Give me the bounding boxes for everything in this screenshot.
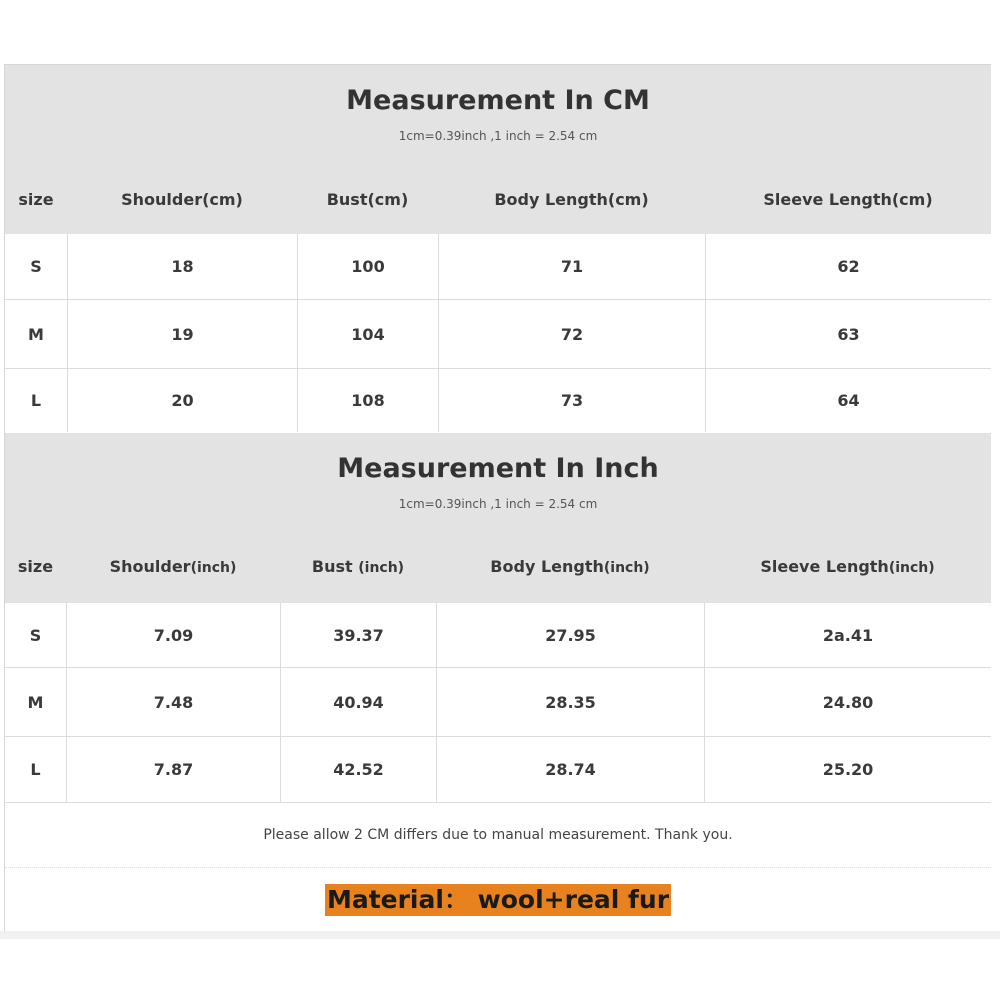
table-cell: M — [28, 324, 44, 344]
cm-title: Measurement In CM — [346, 85, 650, 116]
material-row — [5, 868, 991, 931]
table-row — [5, 300, 991, 369]
table-cell: 104 — [297, 300, 438, 368]
table-cell: 108 — [297, 369, 438, 432]
table-row — [5, 369, 991, 432]
size-chart — [4, 64, 991, 931]
measurement-note: Please allow 2 CM differs due to manual measurement. Thank you. — [5, 803, 991, 868]
table-cell: 18 — [67, 234, 297, 299]
inch-header-size: size — [17, 557, 54, 576]
inch-header-band — [5, 433, 991, 603]
inch-subtitle: 1cm=0.39inch ,1 inch = 2.54 cm — [398, 497, 598, 511]
cm-header-shoulder: Shoulder(cm) — [121, 190, 243, 209]
table-cell: S — [30, 257, 42, 276]
inch-title: Measurement In Inch — [337, 453, 659, 484]
table-cell: S — [29, 625, 42, 645]
cm-header-bust: Bust(cm) — [326, 190, 409, 209]
cm-section — [5, 65, 991, 433]
inch-section — [5, 433, 991, 803]
table-cell: 27.95 — [436, 603, 704, 667]
table-cell: 42.52 — [280, 737, 436, 802]
table-cell: 64 — [705, 369, 991, 432]
inch-rows — [5, 603, 991, 803]
table-cell: 7.09 — [66, 603, 280, 667]
inch-header-body-length: Body Length(inch) — [490, 557, 650, 576]
table-cell: 40.94 — [280, 668, 436, 736]
table-cell: L — [30, 391, 42, 410]
table-cell: 7.48 — [66, 668, 280, 736]
cm-header-size: size — [18, 190, 54, 209]
cm-rows — [5, 234, 991, 432]
material-label: Material： wool+real fur — [326, 884, 670, 914]
inch-header-shoulder: Shoulder(inch) — [109, 557, 237, 576]
table-cell: 19 — [67, 300, 297, 368]
inch-header-sleeve-length: Sleeve Length(inch) — [760, 557, 935, 576]
table-cell: 73 — [438, 369, 705, 432]
cm-header-band — [5, 65, 991, 234]
table-cell: 20 — [67, 369, 297, 432]
table-cell: 100 — [297, 234, 438, 299]
table-cell: L — [30, 760, 41, 779]
cm-header-sleeve-length: Sleeve Length(cm) — [763, 190, 933, 209]
table-cell: 39.37 — [280, 603, 436, 667]
table-cell: 2a.41 — [704, 603, 991, 667]
inch-header-bust: Bust (inch) — [311, 557, 405, 576]
table-cell: 72 — [438, 300, 705, 368]
table-row — [5, 737, 991, 803]
table-cell: 25.20 — [704, 737, 991, 802]
cm-header-body-length: Body Length(cm) — [494, 190, 649, 209]
table-cell: 24.80 — [704, 668, 991, 736]
table-row — [5, 603, 991, 668]
cm-subtitle: 1cm=0.39inch ,1 inch = 2.54 cm — [398, 129, 598, 143]
table-cell: 62 — [705, 234, 991, 299]
table-cell: 71 — [438, 234, 705, 299]
table-row — [5, 234, 991, 300]
table-cell: M — [27, 692, 44, 712]
table-cell: 28.74 — [436, 737, 704, 802]
table-cell: 7.87 — [66, 737, 280, 802]
table-row — [5, 668, 991, 737]
table-cell: 63 — [705, 300, 991, 368]
table-cell: 28.35 — [436, 668, 704, 736]
bottom-divider — [0, 931, 1000, 939]
